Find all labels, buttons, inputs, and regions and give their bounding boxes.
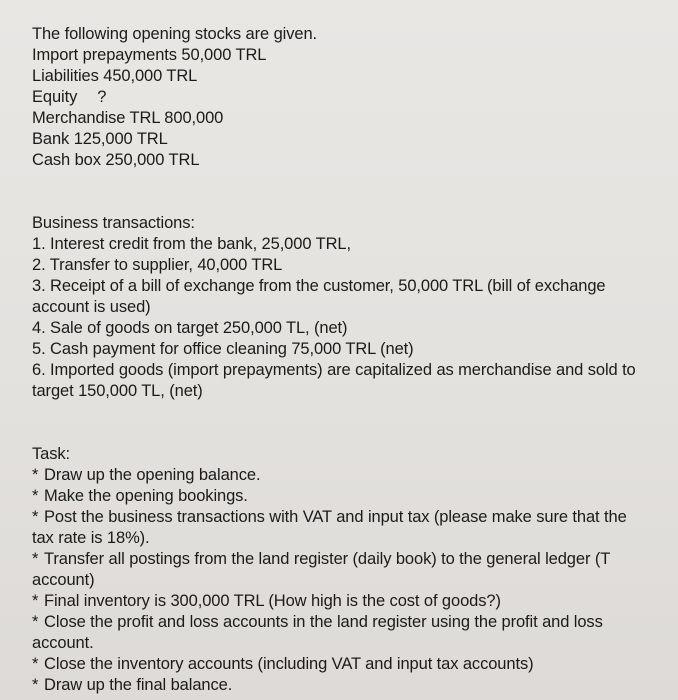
task-item [32,465,652,486]
bullet-asterisk: * [32,655,39,673]
opening-intro: The following opening stocks are given. [32,25,318,43]
transaction-item: 6. Imported goods (import prepayments) are capitalized as merchandise and sold to target 150,000 TL, (net) [32,361,636,400]
task-item [32,507,652,549]
task-item-text: Close the inventory accounts (including VAT and input tax accounts) [44,655,534,673]
bullet-asterisk: * [32,508,39,526]
equity-label: Equity [32,88,78,106]
bullet-asterisk: * [32,613,39,631]
transaction-item: 3. Receipt of a bill of exchange from the customer, 50,000 TRL (bill of exchange account is used) [32,277,606,316]
opening-item: Bank 125,000 TRL [32,130,168,148]
task-heading: Task: [32,445,71,463]
bullet-asterisk: * [32,550,39,568]
opening-item: Import prepayments 50,000 TRL [32,46,267,64]
task-item [32,486,652,507]
document-page [32,24,652,696]
transaction-item: 4. Sale of goods on target 250,000 TL, (net) [32,319,348,337]
task-item [32,612,652,654]
task-item-text: Final inventory is 300,000 TRL (How high is the cost of goods?) [44,592,501,610]
task-item [32,675,652,696]
task-item [32,654,652,675]
transactions-heading: Business transactions: [32,214,195,232]
transaction-item: 2. Transfer to supplier, 40,000 TRL [32,256,283,274]
task-item-text: Make the opening bookings. [44,487,248,505]
bullet-asterisk: * [32,466,39,484]
task-item-text: Post the business transactions with VAT and input tax (please make sure that the tax rate is 18%). [32,508,627,547]
task-item [32,549,652,591]
opening-equity [32,87,652,108]
bullet-asterisk: * [32,487,39,505]
opening-item: Cash box 250,000 TRL [32,151,200,169]
bullet-asterisk: * [32,676,39,694]
equity-value: ? [97,88,107,106]
task-item-text: Draw up the opening balance. [44,466,261,484]
task-item-text: Close the profit and loss accounts in the land register using the profit and loss account. [32,613,603,652]
bullet-asterisk: * [32,592,39,610]
opening-item: Liabilities 450,000 TRL [32,67,198,85]
task-item-text: Draw up the final balance. [44,676,233,694]
transaction-item: 1. Interest credit from the bank, 25,000 TRL, [32,235,351,253]
transaction-item: 5. Cash payment for office cleaning 75,000 TRL (net) [32,340,414,358]
task-item [32,591,652,612]
opening-item: Merchandise TRL 800,000 [32,109,224,127]
task-item-text: Transfer all postings from the land register (daily book) to the general ledger (T account) [32,550,610,589]
